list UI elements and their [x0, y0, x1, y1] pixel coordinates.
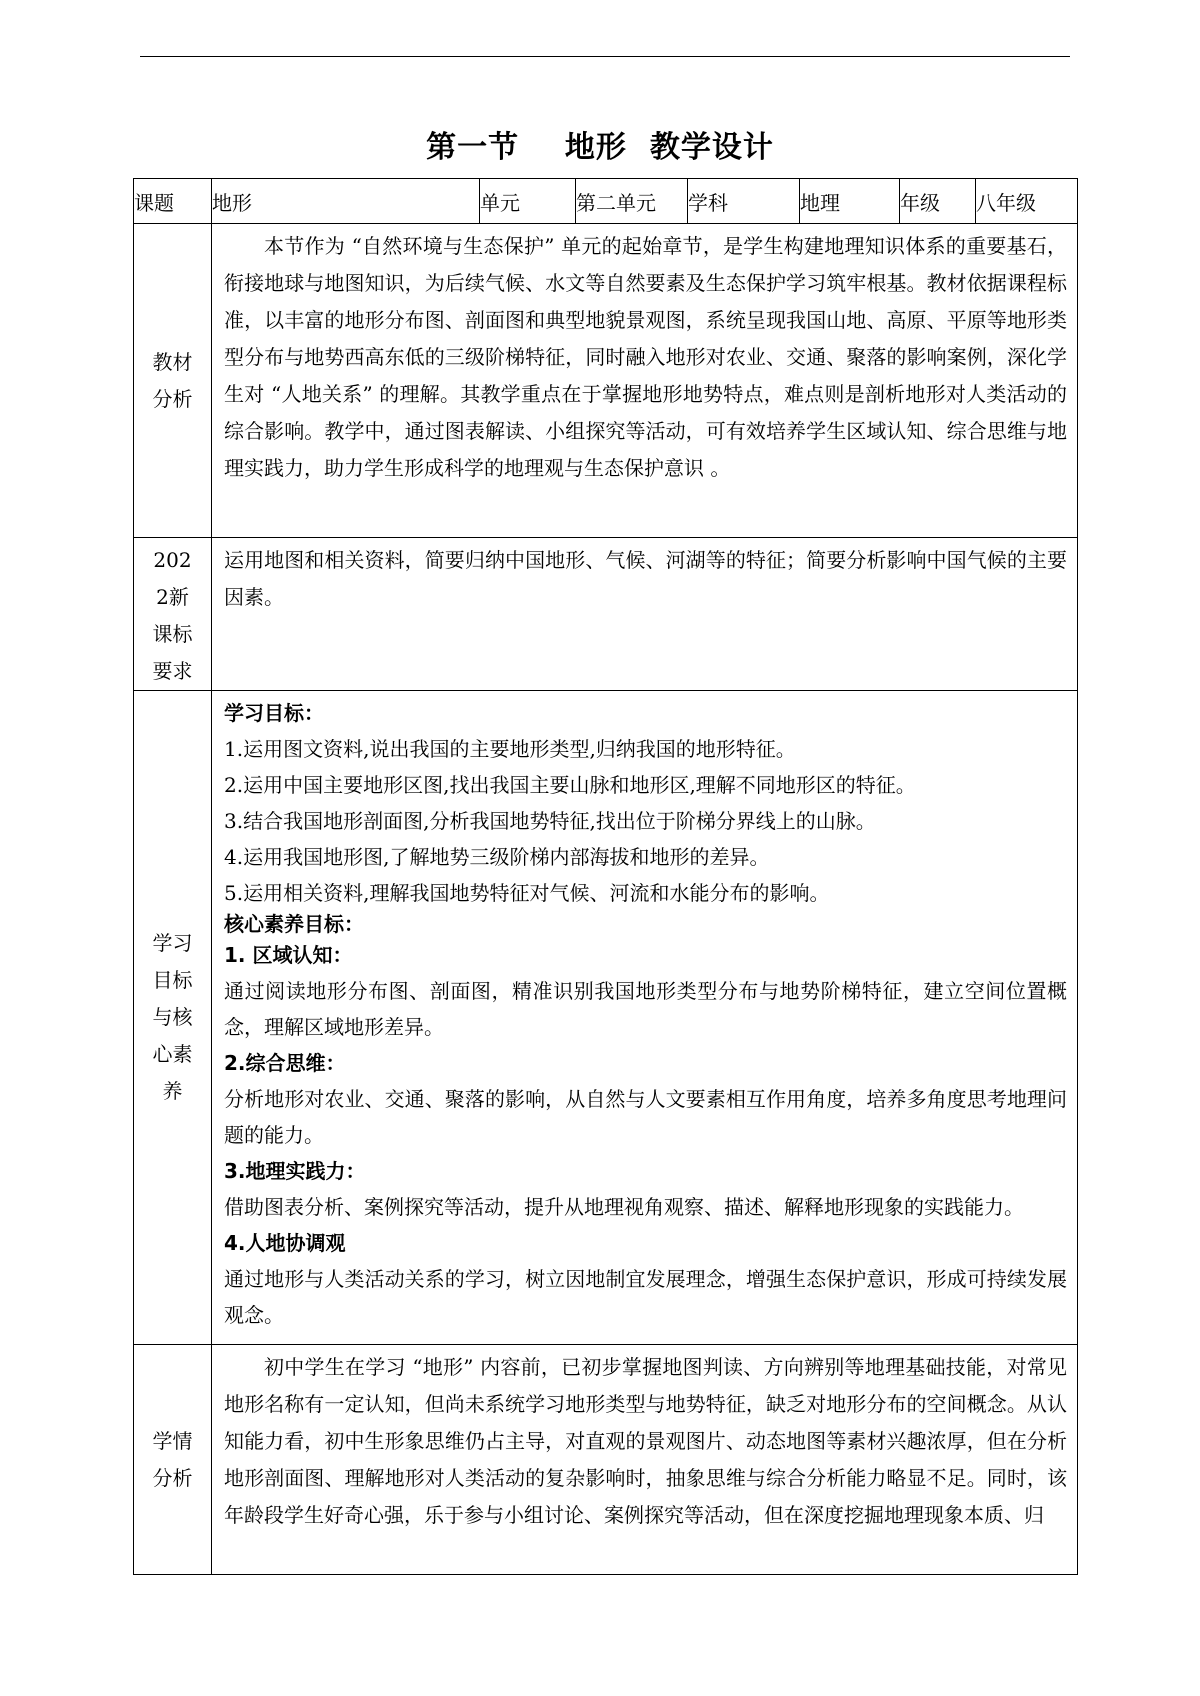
student-analysis-label: 学情分析 [134, 1345, 212, 1575]
unit-value: 第二单元 [576, 179, 688, 224]
objectives-label: 学习目标与核心素养 [134, 691, 212, 1345]
core-item-text: 通过地形与人类活动关系的学习，树立因地制宜发展理念，增强生态保护意识，形成可持续发展观念。 [224, 1267, 1067, 1327]
learning-objective-item: 5.运用相关资料,理解我国地势特征对气候、河流和水能分布的影响。 [224, 881, 830, 905]
core-item-text: 分析地形对农业、交通、聚落的影响，从自然与人文要素相互作用角度，培养多角度思考地理问题的能力。 [224, 1087, 1067, 1147]
grade-label: 年级 [900, 179, 976, 224]
objectives-row [134, 691, 1078, 1345]
core-item-heading: 3.地理实践力： [224, 1159, 366, 1183]
lesson-plan-table [133, 178, 1078, 1575]
textbook-analysis-row [134, 224, 1078, 538]
curriculum-standard-row [134, 538, 1078, 691]
core-item-text: 借助图表分析、案例探究等活动，提升从地理视角观察、描述、解释地形现象的实践能力。 [224, 1195, 1024, 1219]
grade-value: 八年级 [976, 179, 1078, 224]
core-item-text: 通过阅读地形分布图、剖面图，精准识别我国地形类型分布与地势阶梯特征，建立空间位置概念，理解区域地形差异。 [224, 979, 1067, 1039]
header-row [134, 179, 1078, 224]
core-literacy-heading: 核心素养目标： [224, 912, 364, 936]
header-rule [140, 56, 1070, 57]
student-analysis-row [134, 1345, 1078, 1575]
textbook-analysis-text: 本节作为 “自然环境与生态保护” 单元的起始章节，是学生构建地理知识体系的重要基石，衔接地球与地图知识，为后续气候、水文等自然要素及生态保护学习筑牢根基。教材依据课程标准，以丰富的地形分布图、剖面图和典型地貌景观图，系统呈现我国山地、高原、平原等地形类型分布与地势西高东低的三级阶梯特征，同时融入地形对农业、交通、聚落的影响案例，深化学生对 “人地关系” 的理解。其教学重点在于掌握地形地势特点，难点则是剖析地形对人类活动的综合影响。教学中，通过图表解读、小组探究等活动，可有效培养学生区域认知、综合思维与地理实践力，助力学生形成科学的地理观与生态保护意识 。 [212, 224, 1078, 538]
subject-label: 学科 [688, 179, 800, 224]
student-analysis-text: 初中学生在学习 “地形” 内容前，已初步掌握地图判读、方向辨别等地理基础技能，对常见地形名称有一定认知，但尚未系统学习地形类型与地势特征，缺乏对地形分布的空间概念。从认知能力看，初中生形象思维仍占主导，对直观的景观图片、动态地图等素材兴趣浓厚，但在分析地形剖面图、理解地形对人类活动的复杂影响时，抽象思维与综合分析能力略显不足。同时，该年龄段学生好奇心强，乐于参与小组讨论、案例探究等活动，但在深度挖掘地理现象本质、归 [212, 1345, 1078, 1575]
core-item-heading: 1. 区域认知： [224, 943, 353, 967]
subject-value: 地理 [800, 179, 900, 224]
learning-objective-item: 1.运用图文资料,说出我国的主要地形类型,归纳我国的地形特征。 [224, 737, 796, 761]
curriculum-standard-text: 运用地图和相关资料，简要归纳中国地形、气候、河湖等的特征；简要分析影响中国气候的主要因素。 [212, 538, 1078, 691]
learning-objectives-heading: 学习目标： [224, 701, 324, 725]
unit-label: 单元 [480, 179, 576, 224]
textbook-analysis-label: 教材分析 [134, 224, 212, 538]
topic-value: 地形 [212, 179, 480, 224]
topic-label: 课题 [134, 179, 212, 224]
document-title: 第一节 地形 教学设计 [426, 130, 774, 165]
core-item-heading: 2.综合思维： [224, 1051, 346, 1075]
learning-objective-item: 3.结合我国地形剖面图,分析我国地势特征,找出位于阶梯分界线上的山脉。 [224, 809, 876, 833]
objectives-content [212, 691, 1078, 1345]
core-item-heading: 4.人地协调观 [224, 1231, 346, 1255]
learning-objective-item: 4.运用我国地形图,了解地势三级阶梯内部海拔和地形的差异。 [224, 845, 770, 869]
curriculum-standard-label: 2022新课标要求 [134, 538, 212, 691]
learning-objective-item: 2.运用中国主要地形区图,找出我国主要山脉和地形区,理解不同地形区的特征。 [224, 773, 916, 797]
